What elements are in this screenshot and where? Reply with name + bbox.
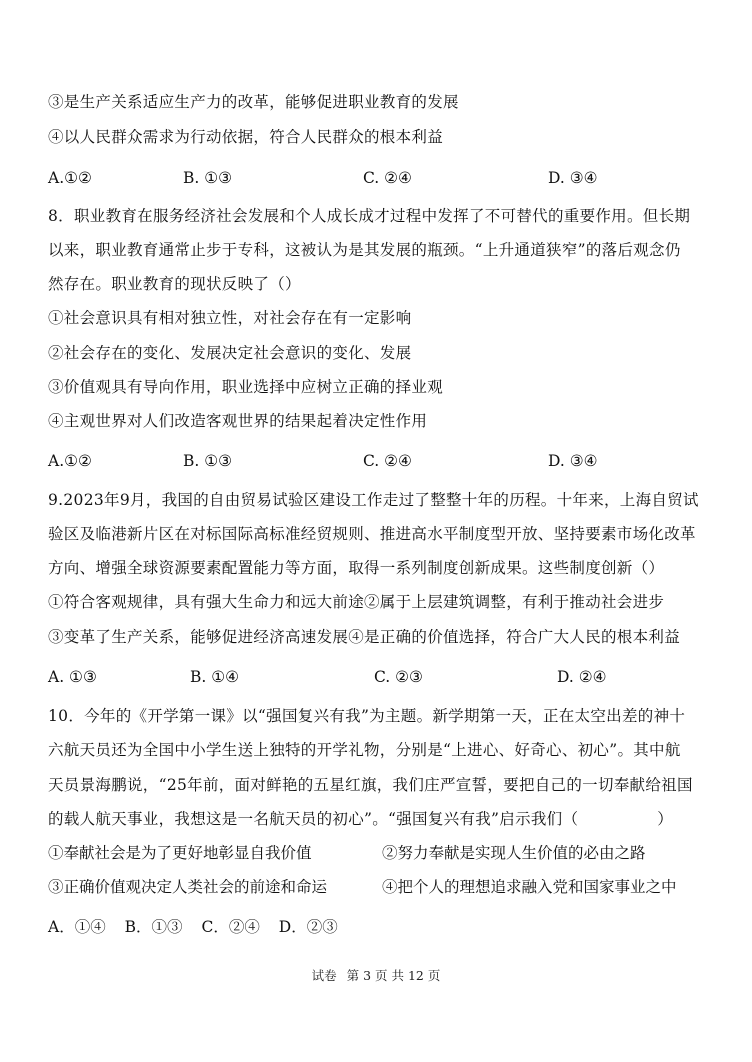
q10-option-a: A．①④: [48, 918, 106, 936]
q7-option-d: D. ③④: [548, 169, 598, 187]
q10-option-c: C．②④: [201, 918, 260, 936]
q9-option-a: A. ①③: [48, 668, 97, 686]
q7-option-a: A.①②: [48, 169, 92, 187]
q7-option-b: B. ①③: [183, 169, 233, 187]
q10-statement: ③正确价值观决定人类社会的前途和命运: [48, 878, 328, 896]
q9-stem-line: 方向、增强全球资源要素配置能力等方面，取得一系列制度创新成果。这些制度创新（）: [48, 559, 665, 577]
q8-option-a: A.①②: [48, 452, 92, 470]
q9-option-d: D. ②④: [557, 668, 607, 686]
q10-option-b: B．①③: [124, 918, 183, 936]
footer-label: 试卷: [311, 968, 337, 983]
q7-statement: ④以人民群众需求为行动依据，符合人民群众的根本利益: [48, 128, 444, 146]
q8-statement: ③价值观具有导向作用，职业选择中应树立正确的择业观: [48, 378, 444, 396]
q10-stem-line: 10．今年的《开学第一课》以“强国复兴有我”为主题。新学期第一天，正在太空出差的神十: [48, 707, 686, 725]
footer-page-info: 第 3 页 共 12 页: [346, 968, 441, 983]
q10-statement: ②努力奉献是实现人生价值的必由之路: [382, 844, 646, 862]
q7-option-c: C. ②④: [363, 169, 412, 187]
q9-statement: ①符合客观规律，具有强大生命力和远大前途②属于上层建筑调整，有利于推动社会进步: [48, 593, 665, 611]
q10-stem-line: 的载人航天事业，我想这是一名航天员的初心”。“强国复兴有我”启示我们（ ）: [48, 810, 674, 828]
q8-option-c: C. ②④: [363, 452, 412, 470]
q9-stem-line: 9.2023年9月，我国的自由贸易试验区建设工作走过了整整十年的历程。十年来，上海自贸试: [48, 491, 699, 509]
q8-stem-line: 然存在。职业教育的现状反映了（）: [48, 275, 301, 293]
q8-stem-line: 以来，职业教育通常止步于专科，这被认为是其发展的瓶颈。“上升通道狭窄”的落后观念仍: [48, 241, 681, 259]
q10-options: [48, 916, 352, 938]
q9-stem-line: 验区及临港新片区在对标国际高标准经贸规则、推进高水平制度型开放、坚持要素市场化改革: [48, 525, 696, 543]
q10-statement: ④把个人的理想追求融入党和国家事业之中: [382, 878, 677, 896]
q10-stem-line: 六航天员还为全国中小学生送上独特的开学礼物，分别是“上进心、好奇心、初心”。其中航: [48, 741, 681, 759]
q10-stem-line: 天员景海鹏说，“25年前，面对鲜艳的五星红旗，我们庄严宣誓，要把自己的一切奉献给祖国: [48, 776, 693, 794]
q8-statement: ④主观世界对人们改造客观世界的结果起着决定性作用: [48, 412, 428, 430]
q9-option-b: B. ①④: [190, 668, 240, 686]
q8-stem-line: 8．职业教育在服务经济社会发展和个人成长成才过程中发挥了不可替代的重要作用。但长期: [48, 207, 691, 225]
q7-statement: ③是生产关系适应生产力的改革，能够促进职业教育的发展: [48, 93, 459, 111]
q8-statement: ①社会意识具有相对独立性，对社会存在有一定影响: [48, 309, 412, 327]
q10-option-d: D．②③: [278, 918, 338, 936]
q8-option-b: B. ①③: [183, 452, 233, 470]
page-footer: [0, 966, 752, 984]
q9-statement: ③变革了生产关系，能够促进经济高速发展④是正确的价值选择，符合广大人民的根本利益: [48, 628, 681, 646]
q9-option-c: C. ②③: [374, 668, 423, 686]
q8-statement: ②社会存在的变化、发展决定社会意识的变化、发展: [48, 344, 412, 362]
q8-option-d: D. ③④: [548, 452, 598, 470]
q10-statement: ①奉献社会是为了更好地彰显自我价值: [48, 844, 312, 862]
